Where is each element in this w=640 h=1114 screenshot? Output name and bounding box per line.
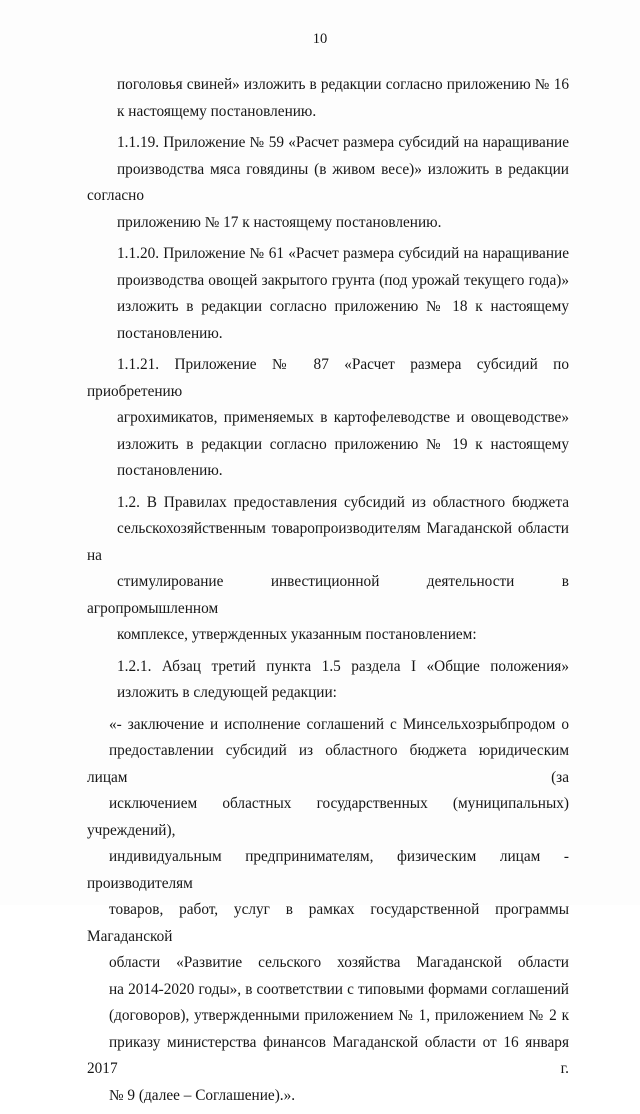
paragraph-line: 1.2. В Правилах предоставления субсидий из областного бюджета [117, 493, 569, 511]
paragraph-line: приказу министерства финансов Магаданской области от 16 января 2017 г. [87, 1033, 569, 1077]
paragraph-line: производства овощей закрытого грунта (под урожай текущего года)» [117, 271, 569, 289]
paragraph-line: 1.1.20. Приложение № 61 «Расчет размера субсидий на наращивание [117, 245, 569, 262]
paragraph-line: индивидуальным предпринимателям, физическим лицам - производителям [87, 848, 569, 892]
paragraph-1-1-21 [87, 352, 569, 485]
paragraph-line: 1.2.1. Абзац третий пункта 1.5 раздела I «Общие положения» [117, 657, 569, 675]
paragraph-line: изложить в редакции согласно приложению № 19 к настоящему [117, 435, 569, 453]
paragraph-line: 1.1.19. Приложение № 59 «Расчет размера субсидий на наращивание [117, 134, 569, 151]
paragraph-line: исключением областных государственных (муниципальных) учреждений), [87, 795, 569, 839]
paragraph-line: комплексе, утвержденных указанным постановлением: [117, 626, 477, 643]
paragraph-line: изложить в редакции согласно приложению № 18 к настоящему [117, 298, 569, 315]
paragraph-line: агрохимикатов, применяемых в картофелеводстве и овощеводстве» [117, 409, 569, 426]
paragraph-line: приложению № 17 к настоящему постановлению. [117, 213, 442, 231]
paragraph-pig-livestock-continuation [87, 72, 569, 125]
document-body [87, 72, 569, 1114]
paragraph-1-1-20 [87, 241, 569, 347]
paragraph-line: сельскохозяйственным товаропроизводителям Магаданской области на [87, 520, 569, 564]
paragraph-line: к настоящему постановлению. [117, 102, 317, 120]
paragraph-1-1-19 [87, 130, 569, 236]
paragraph-quoted-amendment [87, 712, 569, 1110]
page-number: 10 [312, 31, 328, 47]
paragraph-line: области «Развитие сельского хозяйства Магаданской области [109, 954, 569, 971]
paragraph-line: 1.1.21. Приложение № 87 «Расчет размера субсидий по приобретению [87, 356, 569, 400]
paragraph-line: поголовья свиней» изложить в редакции согласно приложению № 16 [117, 76, 569, 93]
paragraph-1-2 [87, 490, 569, 649]
paragraph-line: постановлению. [117, 324, 223, 342]
paragraph-line: на 2014-2020 годы», в соответствии с типовыми формами соглашений [109, 980, 569, 998]
paragraph-line: постановлению. [117, 462, 223, 479]
paragraph-line: производства мяса говядины (в живом весе)» изложить в редакции согласно [87, 160, 569, 204]
paragraph-line: предоставлении субсидий из областного бюджета юридическим лицам (за [87, 742, 569, 786]
paragraph-line: (договоров), утвержденными приложением № 1, приложением № 2 к [109, 1007, 569, 1024]
paragraph-1-2-1 [87, 654, 569, 707]
paragraph-line: изложить в следующей редакции: [117, 684, 337, 701]
paragraph-line: № 9 (далее – Соглашение).». [109, 1086, 296, 1104]
paragraph-line: «- заключение и исполнение соглашений с Минсельхозрыбпродом о [109, 715, 569, 733]
paragraph-line: товаров, работ, услуг в рамках государственной программы Магаданской [87, 901, 569, 945]
paragraph-line: стимулирование инвестиционной деятельности в агропромышленном [87, 573, 569, 617]
